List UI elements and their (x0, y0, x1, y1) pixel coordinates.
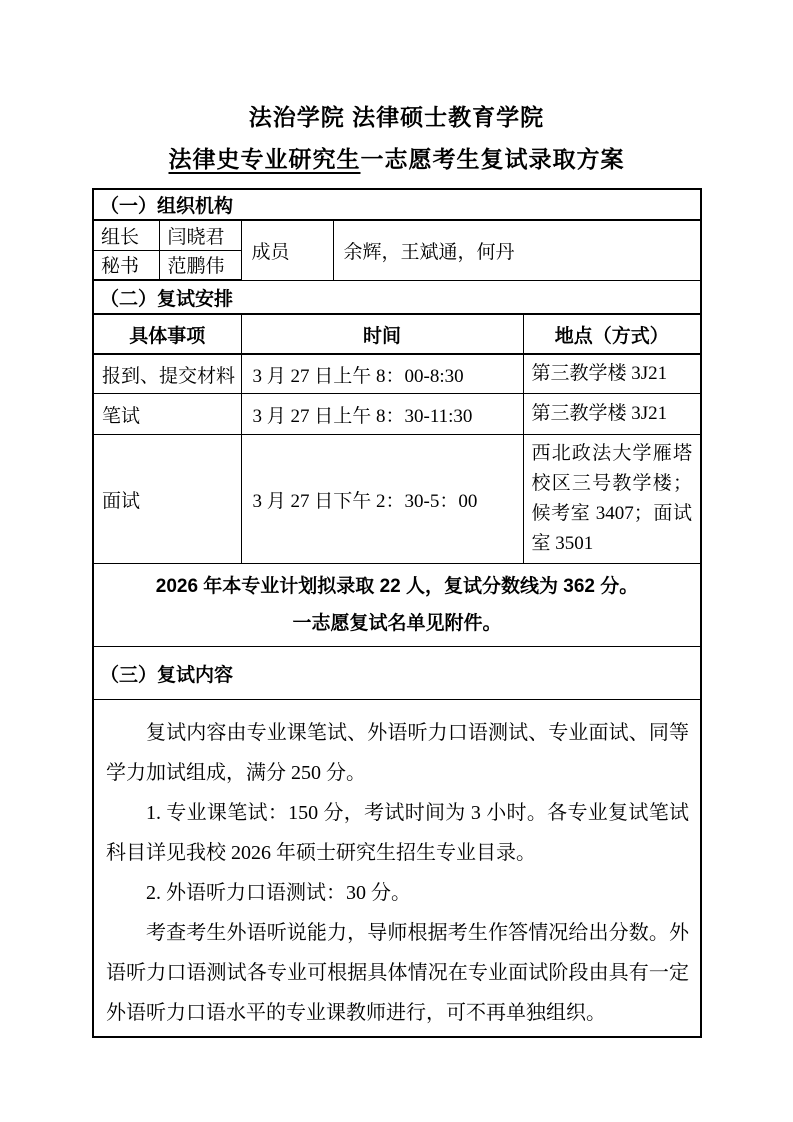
schedule-item: 面试 (93, 435, 241, 564)
doc-subtitle-underlined-part: 法律史专业研究生 (168, 146, 361, 172)
section3-title: （三）复试内容 (93, 647, 701, 700)
section1-header-row (93, 189, 701, 220)
org-secretary-label: 秘书 (93, 250, 159, 280)
content-paragraph: 1. 专业课笔试：150 分，考试时间为 3 小时。各专业复试笔试科目详见我校 2026 年硕士研究生招生专业目录。 (106, 801, 689, 864)
doc-subtitle-rest: 一志愿考生复试录取方案 (360, 146, 625, 172)
schedule-row-checkin (93, 354, 701, 394)
schedule-time: 3 月 27 日上午 8：00-8:30 (241, 354, 523, 394)
content-row (93, 700, 701, 1037)
section2-header-row (93, 280, 701, 314)
org-members-names: 余辉，王斌通，何丹 (333, 220, 701, 280)
schedule-location: 西北政法大学雁塔校区三号教学楼；候考室 3407；面试室 3501 (523, 435, 701, 564)
org-leader-row (93, 220, 701, 250)
section1-title: （一）组织机构 (93, 189, 701, 220)
admission-notice-row (93, 564, 701, 647)
section2-title: （二）复试安排 (93, 280, 701, 314)
schedule-row-interview (93, 435, 701, 564)
org-members-label: 成员 (241, 220, 333, 280)
schedule-time: 3 月 27 日下午 2：30-5：00 (241, 435, 523, 564)
content-paragraph: 复试内容由专业课笔试、外语听力口语测试、专业面试、同等学力加试组成，满分 250 分。 (106, 721, 689, 784)
org-leader-label: 组长 (93, 220, 159, 250)
schedule-row-written-exam (93, 394, 701, 435)
schedule-item: 笔试 (93, 394, 241, 435)
org-leader-name: 闫晓君 (159, 220, 241, 250)
schedule-header-location: 地点（方式） (523, 314, 701, 354)
schedule-column-header-row (93, 314, 701, 354)
schedule-location: 第三教学楼 3J21 (523, 394, 701, 435)
content-paragraph: 2. 外语听力口语测试：30 分。 (146, 881, 411, 904)
doc-subtitle (0, 142, 793, 176)
content-paragraph: 考查考生外语听说能力，导师根据考生作答情况给出分数。外语听力口语测试各专业可根据具体情况在专业面试阶段由具有一定外语听力口语水平的专业课教师进行，可不再单独组织。 (106, 921, 689, 1024)
doc-title: 法治学院 法律硕士教育学院 (248, 104, 545, 130)
content-cell (93, 700, 701, 1037)
schedule-header-item: 具体事项 (93, 314, 241, 354)
section3-header-row (93, 647, 701, 700)
notice-line-2: 一志愿复试名单见附件。 (292, 613, 502, 634)
schedule-location: 第三教学楼 3J21 (523, 354, 701, 394)
main-table (92, 188, 702, 1038)
admission-notice (93, 564, 701, 647)
org-secretary-name: 范鹏伟 (159, 250, 241, 280)
schedule-header-time: 时间 (241, 314, 523, 354)
schedule-item: 报到、提交材料 (93, 354, 241, 394)
schedule-time: 3 月 27 日上午 8：30-11:30 (241, 394, 523, 435)
notice-line-1: 2026 年本专业计划拟录取 22 人，复试分数线为 362 分。 (155, 576, 639, 597)
